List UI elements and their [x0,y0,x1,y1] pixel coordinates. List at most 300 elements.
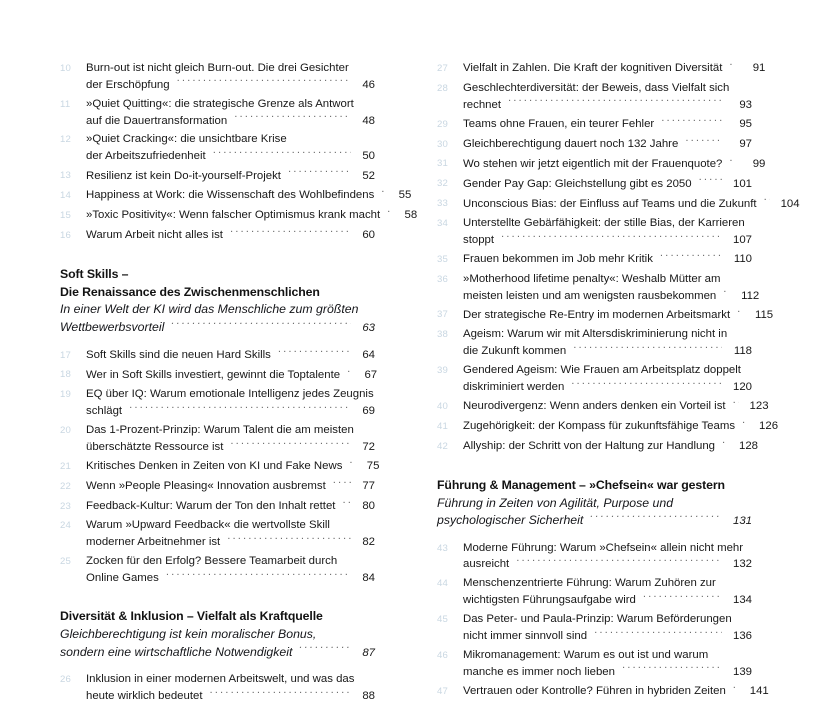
toc-entry-title[interactable]: »Quiet Quitting«: die strategische Grenze als Antwort [86,97,354,110]
toc-entry-body [86,227,375,244]
toc-section-subtitle-line [60,626,375,643]
toc-section-heading[interactable] [60,608,375,662]
toc-leader-dots [227,534,351,545]
toc-entry-body [463,611,752,644]
toc-entry-line [463,663,752,680]
toc-entry-title[interactable]: Warum »Upward Feedback« die wertvollste Skill [86,519,330,532]
toc-entry-line [86,498,375,515]
toc-entry-line [86,60,375,76]
toc-page-number[interactable]: 139 [732,665,752,678]
toc-entry-line [463,287,760,304]
toc-entry-line [86,570,375,587]
toc-entry-body [86,458,380,475]
toc-section-subtitle-line [437,512,752,531]
toc-entry-title[interactable]: Frauen bekommen im Job mehr Kritik [463,253,653,266]
toc-leader-dots [733,683,739,694]
toc-chapter-number: 34 [437,218,449,230]
toc-entry-body [463,215,752,248]
toc-leader-dots [590,512,722,524]
toc-entry-title[interactable]: Moderne Führung: Warum »Chefsein« allein nicht mehr [463,541,744,554]
toc-entry[interactable] [60,422,375,455]
toc-leader-dots [764,195,770,206]
toc-entry-line [86,131,375,147]
toc-leader-dots [166,570,351,581]
toc-chapter-number: 26 [60,674,72,686]
toc-entry-title[interactable]: ausreicht [463,558,510,571]
toc-leader-dots [571,378,722,389]
toc-entry[interactable] [437,116,752,133]
toc-chapter-number: 19 [60,389,72,401]
toc-entry[interactable] [437,155,766,172]
toc-entry-line [86,478,375,495]
toc-entry-line [86,167,375,184]
toc-chapter-number: 17 [60,349,72,361]
toc-entry-title[interactable]: Mikromanagement: Warum es out ist und warum [463,648,709,661]
toc-entry-title[interactable]: Warum Arbeit nicht alles ist [86,229,223,242]
toc-entry-title[interactable]: Wo stehen wir jetzt eigentlich mit der Frauenquote? [463,157,723,170]
toc-entry-line [463,306,774,323]
toc-entry[interactable] [437,647,752,680]
toc-chapter-number: 24 [60,520,72,532]
toc-entry-title[interactable]: Menschenzentrierte Führung: Warum Zuhören zur [463,577,716,590]
toc-entry-line [86,687,375,704]
toc-leader-dots [733,398,739,409]
toc-leader-dots [508,96,722,107]
toc-entry-title[interactable]: Allyship: der Schritt von der Haltung zur Handlung [463,439,715,452]
toc-entry-title[interactable]: Unconscious Bias: der Einfluss auf Teams und die Zukunft [463,197,757,210]
toc-entry[interactable] [437,136,752,153]
toc-entry-line [86,671,375,687]
toc-entry[interactable] [437,540,752,573]
toc-entry-title[interactable]: meisten leisten und am wenigsten rausbekommen [463,289,717,302]
toc-entry-title[interactable]: wichtigsten Führungsaufgabe wird [463,594,636,607]
toc-leader-dots [299,643,351,655]
toc-page-number[interactable]: 72 [362,440,375,453]
toc-leader-dots [387,207,393,218]
toc-entry-title[interactable]: Unterstellte Gebärfähigkeit: der stille Bias, der Karrieren [463,217,745,230]
toc-entry-line [463,60,766,77]
toc-entry[interactable] [60,60,375,93]
toc-entry-title[interactable]: Gender Pay Gap: Gleichstellung gibt es 2050 [463,177,692,190]
toc-section-subtitle-text: In einer Welt der KI wird das Menschliche zum größten [60,302,359,317]
toc-leader-dots [643,592,722,603]
toc-page-number[interactable]: 123 [749,400,769,413]
toc-entry-line [86,534,375,551]
toc-chapter-number: 38 [437,329,449,341]
toc-entry[interactable] [437,398,769,415]
toc-entry-body [463,136,752,153]
toc-leader-dots [661,116,722,127]
toc-entry[interactable] [60,96,375,129]
toc-page-number[interactable]: 99 [752,157,766,170]
toc-entry-line [463,215,752,231]
toc-page-number[interactable]: 84 [362,571,375,584]
toc-section-subtitle [60,626,375,662]
toc-page-number[interactable]: 95 [739,118,752,130]
toc-left-column [60,60,418,707]
toc-entry[interactable] [437,418,779,435]
toc-entry[interactable] [437,575,752,608]
toc-entry-title[interactable]: auf die Dauertransformation [86,114,228,127]
toc-leader-dots [171,319,351,331]
toc-chapter-number: 13 [60,170,72,182]
toc-page-number[interactable]: 82 [362,536,375,549]
toc-entry-body [463,306,774,323]
toc-entry-body [463,155,766,172]
toc-section-title: Die Renaissance des Zwischenmenschlichen [60,284,320,299]
toc-leader-dots [278,347,351,358]
toc-entry-title[interactable]: Zugehörigkeit: der Kompass für zukunftsfähige Teams [463,420,736,433]
toc-entry-line [463,326,752,342]
toc-entry[interactable] [60,187,412,204]
toc-entry-title[interactable]: Kritisches Denken in Zeiten von KI und Fake News [86,460,343,473]
toc-entry-line [86,403,375,420]
toc-entry[interactable] [60,498,375,515]
toc-entry-title[interactable]: diskriminiert werden [463,380,565,393]
toc-entry-title[interactable]: Soft Skills sind die neuen Hard Skills [86,348,271,361]
toc-entry[interactable] [60,131,375,164]
toc-entry-body [463,80,752,113]
toc-section-subtitle-text: sondern eine wirtschaftliche Notwendigkeit [60,644,293,659]
toc-entry-body [86,131,375,164]
toc-entry[interactable] [437,683,769,700]
toc-section-title: Diversität & Inklusion – Vielfalt als Kraftquelle [60,609,323,624]
toc-page-number[interactable]: 50 [362,150,375,163]
toc-entry-title[interactable]: moderner Arbeitnehmer ist [86,536,221,549]
toc-entry[interactable] [60,366,378,383]
toc-chapter-number: 11 [60,98,71,110]
toc-chapter-number: 42 [437,440,449,452]
toc-entry-title[interactable]: überschätzte Ressource ist [86,440,224,453]
toc-entry-body [86,167,375,184]
toc-chapter-number: 36 [437,273,449,285]
toc-entry[interactable] [60,207,418,224]
toc-entry-title[interactable]: »Toxic Positivity«: Wenn falscher Optimismus krank macht [86,209,381,222]
toc-leader-dots [742,418,748,429]
toc-entry[interactable] [60,227,375,244]
toc-entry-line [463,683,769,700]
toc-entry-title[interactable]: rechnet [463,98,501,111]
toc-page-number[interactable]: 58 [404,209,418,222]
toc-entry-body [86,96,375,129]
toc-entry-title[interactable]: EQ über IQ: Warum emotionale Intelligenz jedes Zeugnis [86,388,374,401]
toc-page-number[interactable]: 104 [780,197,800,210]
toc-leader-dots [333,478,351,489]
toc-page-number[interactable]: 48 [362,114,375,127]
toc-chapter-number: 35 [437,253,449,265]
toc-page-number[interactable]: 97 [739,137,752,150]
toc-entry[interactable] [60,458,380,475]
toc-entry-title[interactable]: manche es immer noch lieben [463,665,615,678]
toc-entry-body [463,116,752,133]
toc-entry-body [463,271,760,304]
toc-page-number[interactable]: 112 [741,289,760,302]
toc-entry[interactable] [60,517,375,550]
toc-entry-line [463,175,752,192]
toc-entry-title[interactable]: Resilienz ist kein Do-it-yourself-Projekt [86,169,281,182]
toc-entry-line [86,422,375,438]
toc-page-number[interactable]: 101 [732,177,752,190]
toc-chapter-number: 16 [60,229,72,241]
toc-page-number[interactable]: 110 [733,253,752,266]
toc-entry-body [86,60,375,93]
toc-page-number[interactable]: 87 [362,646,375,659]
toc-entry[interactable] [60,347,375,364]
toc-chapter-number: 12 [60,134,72,146]
toc-page-number[interactable]: 141 [749,684,769,697]
toc-chapter-number: 40 [437,400,449,412]
toc-page-number[interactable]: 136 [732,629,752,642]
toc-page-number[interactable]: 60 [362,229,375,242]
toc-chapter-number: 37 [437,309,449,321]
toc-entry[interactable] [60,167,375,184]
toc-chapter-number: 28 [437,82,449,94]
toc-section-title: Soft Skills – [60,267,129,282]
toc-entry[interactable] [60,671,375,704]
toc-leader-dots [722,438,728,449]
toc-entry-body [463,540,752,573]
toc-page-number[interactable]: 88 [362,689,375,702]
toc-leader-dots [660,251,722,262]
toc-page-number[interactable]: 46 [362,78,375,91]
toc-entry-title[interactable]: Vielfalt in Zahlen. Die Kraft der kognitiven Diversität [463,62,723,75]
toc-entry[interactable] [437,175,752,192]
toc-entry-body [86,207,418,224]
toc-entry-line [463,96,752,113]
toc-page-number[interactable]: 132 [732,558,752,571]
toc-chapter-number: 25 [60,556,72,568]
toc-entry-body [463,251,752,268]
toc-entry-body [463,683,769,700]
toc-entry-title[interactable]: Happiness at Work: die Wissenschaft des Wohlbefindens [86,189,375,202]
toc-entry-title[interactable]: Burn-out ist nicht gleich Burn-out. Die drei Gesichter [86,62,349,74]
toc-entry-line [463,195,800,212]
toc-entry-title[interactable]: Online Games [86,571,159,584]
toc-section-subtitle-text: psychologischer Sicherheit [437,513,584,528]
toc-entry-line [86,207,418,224]
toc-entry-title[interactable]: »Motherhood lifetime penalty«: Weshalb Mütter am [463,272,721,285]
toc-chapter-number: 44 [437,578,449,590]
toc-entry-title[interactable]: der Arbeitszufriedenheit [86,150,206,163]
toc-page-number[interactable]: 69 [362,405,375,418]
toc-leader-dots [685,136,722,147]
toc-page-number[interactable]: 80 [362,499,375,512]
toc-entry[interactable] [60,386,375,419]
toc-page-number[interactable]: 120 [732,380,752,393]
toc-page-number[interactable]: 64 [362,348,375,361]
toc-entry[interactable] [437,326,752,359]
toc-entry-body [463,195,800,212]
toc-entry[interactable] [437,438,758,455]
toc-page-number[interactable]: 93 [739,98,752,111]
toc-entry-line [86,112,375,129]
toc-chapter-number: 27 [437,63,449,74]
toc-entry-body [86,422,375,455]
toc-page-number[interactable]: 67 [364,368,378,381]
toc-entry-body [463,175,752,192]
toc-entry-title[interactable]: Geschlechterdiversität: der Beweis, dass Vielfalt sich [463,81,730,94]
toc-entry-body [86,498,375,515]
toc-leader-dots [349,458,355,469]
toc-entry-line [463,362,752,378]
toc-leader-dots [594,628,722,639]
toc-entry-line [463,556,752,573]
toc-entry-body [463,438,758,455]
toc-entry-title[interactable]: Wer in Soft Skills investiert, gewinnt die Toptalente [86,368,341,381]
toc-entry-line [86,438,375,455]
toc-chapter-number: 21 [60,460,72,472]
toc-entry-line [463,647,752,663]
toc-entry-title[interactable]: Teams ohne Frauen, ein teurer Fehler [463,118,655,130]
toc-entry-title[interactable]: nicht immer sinnvoll sind [463,629,588,642]
toc-leader-dots [723,287,729,298]
toc-section-heading[interactable] [60,266,375,337]
toc-chapter-number: 23 [60,500,72,512]
toc-leader-dots [501,232,722,243]
toc-leader-dots [573,343,722,354]
toc-entry-line [463,155,766,172]
toc-entry-line [86,366,378,383]
toc-entry-title[interactable]: Das 1-Prozent-Prinzip: Warum Talent die am meisten [86,424,354,437]
toc-leader-dots [129,403,351,414]
toc-entry-line [463,611,752,627]
toc-entry[interactable] [437,251,752,268]
toc-chapter-number: 43 [437,542,449,554]
toc-entry-line [86,148,375,165]
toc-page-number[interactable]: 91 [752,62,766,75]
toc-chapter-number: 41 [437,420,449,432]
toc-entry-line [86,76,375,93]
toc-chapter-number: 15 [60,209,72,221]
toc-entry[interactable] [437,362,752,395]
toc-entry-title[interactable]: Das Peter- und Paula-Prinzip: Warum Beförderungen [463,613,732,626]
toc-page-number[interactable]: 77 [362,480,375,493]
toc-page-number[interactable]: 75 [366,460,380,473]
toc-entry-title[interactable]: »Quiet Cracking«: die unsichtbare Krise [86,133,287,146]
toc-page-number[interactable]: 128 [738,439,758,452]
toc-entry-title[interactable]: heute wirklich bedeutet [86,689,203,702]
toc-chapter-number: 20 [60,425,72,437]
toc-page-number[interactable]: 118 [733,345,752,358]
toc-entry-title[interactable]: Vertrauen oder Kontrolle? Führen in hybriden Zeiten [463,684,726,697]
toc-section-subtitle [437,495,752,531]
toc-right-column [437,60,800,702]
toc-entry[interactable] [437,60,766,77]
toc-entry-line [463,592,752,609]
toc-section-subtitle-text: Wettbewerbsvorteil [60,320,165,335]
toc-page-number[interactable]: 126 [759,420,779,433]
toc-entry[interactable] [437,80,752,113]
toc-section-heading[interactable] [437,477,752,531]
toc-entry-body [463,362,752,395]
toc-leader-dots [213,148,351,159]
toc-entry-title[interactable]: Wenn »People Pleasing« Innovation ausbremst [86,480,326,493]
toc-entry-line [86,96,375,112]
toc-entry-body [463,398,769,415]
toc-entry-line [86,187,412,204]
toc-entry-title[interactable]: Inklusion in einer modernen Arbeitswelt, und was das [86,673,355,686]
toc-page-number[interactable]: 134 [732,594,752,607]
toc-entry-body [86,366,378,383]
toc-entry-line [463,80,752,96]
toc-section-subtitle-line [437,495,752,512]
toc-page-number[interactable]: 107 [732,233,752,246]
toc-entry-title[interactable]: der Erschöpfung [86,78,170,91]
toc-entry-line [86,553,375,569]
toc-page-number[interactable]: 52 [362,169,375,182]
toc-entry[interactable] [437,271,760,304]
toc-entry-body [86,478,375,495]
toc-leader-dots [699,175,722,186]
toc-page-number[interactable]: 115 [754,308,774,321]
toc-entry-title[interactable]: stoppt [463,233,495,246]
toc-entry-line [463,398,769,415]
toc-section-title: Führung & Management – »Chefsein« war gestern [437,477,725,492]
toc-entry[interactable] [60,478,375,495]
toc-entry[interactable] [437,611,752,644]
toc-chapter-number: 33 [437,198,449,210]
toc-entry[interactable] [437,215,752,248]
toc-page-number[interactable]: 63 [362,322,375,335]
toc-chapter-number: 47 [437,685,449,697]
toc-entry-line [463,116,752,133]
toc-entry-title[interactable]: schlägt [86,405,123,418]
toc-entry[interactable] [437,306,774,323]
toc-leader-dots [729,155,735,166]
toc-entry-line [463,378,752,395]
toc-entry-title[interactable]: Ageism: Warum wir mit Altersdiskriminierung nicht in [463,328,728,341]
toc-entry-title[interactable]: Gleichberechtigung dauert noch 132 Jahre [463,137,679,150]
toc-entry-title[interactable]: Neurodivergenz: Wenn anders denken ein Vorteil ist [463,400,726,413]
toc-entry-title[interactable]: die Zukunft kommen [463,345,567,358]
toc-entry[interactable] [60,553,375,586]
toc-entry-body [86,671,375,704]
toc-leader-dots [622,663,722,674]
toc-entry-body [463,60,766,77]
toc-chapter-number: 29 [437,118,449,130]
toc-entry-body [86,553,375,586]
toc-entry-line [463,418,779,435]
toc-entry-title[interactable]: Der strategische Re-Entry im modernen Arbeitsmarkt [463,308,731,321]
toc-chapter-number: 39 [437,365,449,377]
toc-leader-dots [381,187,387,198]
toc-entry-line [463,540,752,556]
toc-section-subtitle-text: Gleichberechtigung ist kein moralischer Bonus, [60,626,317,641]
toc-page-number[interactable]: 131 [732,515,752,528]
toc-page-number[interactable]: 55 [398,189,412,202]
toc-entry-title[interactable]: Zocken für den Erfolg? Bessere Teamarbeit durch [86,555,338,568]
toc-entry-body [463,418,779,435]
toc-leader-dots [210,687,351,698]
toc-chapter-number: 32 [437,178,449,190]
toc-entry-title[interactable]: Gendered Ageism: Wie Frauen am Arbeitsplatz doppelt [463,364,741,377]
toc-leader-dots [737,306,743,317]
toc-entry-title[interactable]: Feedback-Kultur: Warum der Ton den Inhalt rettet [86,499,336,512]
toc-entry-line [86,386,375,402]
toc-section-subtitle-line [60,319,375,338]
toc-entry-line [463,438,758,455]
toc-chapter-number: 45 [437,614,449,626]
toc-entry[interactable] [437,195,800,212]
toc-leader-dots [288,167,351,178]
toc-columns [60,60,800,707]
toc-leader-dots [230,227,351,238]
toc-entry-body [463,647,752,680]
toc-leader-dots [347,366,353,377]
toc-section-subtitle-text: Führung in Zeiten von Agilität, Purpose und [437,495,674,510]
toc-section-subtitle-line [60,643,375,662]
toc-entry-body [86,347,375,364]
